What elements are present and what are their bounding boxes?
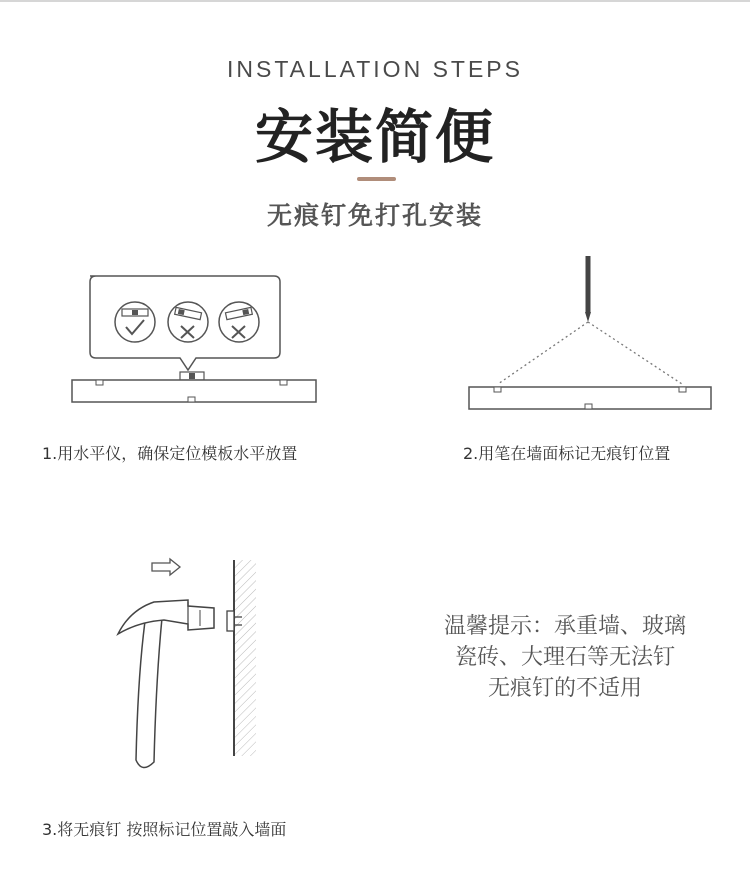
tip-line: 瓷砖、大理石等无法钉 — [454, 645, 675, 670]
section-tagline: 无痕钉免打孔安装 — [266, 201, 483, 230]
step1-illustration — [68, 272, 320, 410]
step2-illustration — [468, 254, 712, 414]
section-subtitle-en: INSTALLATION STEPS — [227, 56, 523, 82]
mark-guide-lines — [498, 322, 682, 384]
warm-tip — [400, 611, 730, 704]
title-accent-bar — [357, 177, 396, 181]
step3-caption: 3.将无痕钉 按照标记位置敲入墙面 — [42, 820, 287, 839]
section-title: 安装简便 — [254, 103, 495, 171]
tip-line: 温馨提示：承重墙、玻璃 — [443, 614, 686, 639]
step2-caption: 2.用笔在墙面标记无痕钉位置 — [463, 444, 671, 463]
level-wrong-icon — [219, 302, 259, 342]
level-correct-icon — [115, 302, 155, 342]
marker-pen-icon — [585, 256, 591, 322]
wall — [234, 560, 256, 756]
level-wrong-icon — [168, 302, 208, 342]
tip-line: 无痕钉的不适用 — [487, 676, 642, 701]
step1-caption: 1.用水平仪，确保定位模板水平放置 — [42, 444, 298, 463]
direction-arrow-icon — [152, 559, 180, 575]
step3-illustration — [108, 550, 268, 780]
top-divider — [0, 0, 750, 2]
hammer-icon — [118, 600, 214, 768]
